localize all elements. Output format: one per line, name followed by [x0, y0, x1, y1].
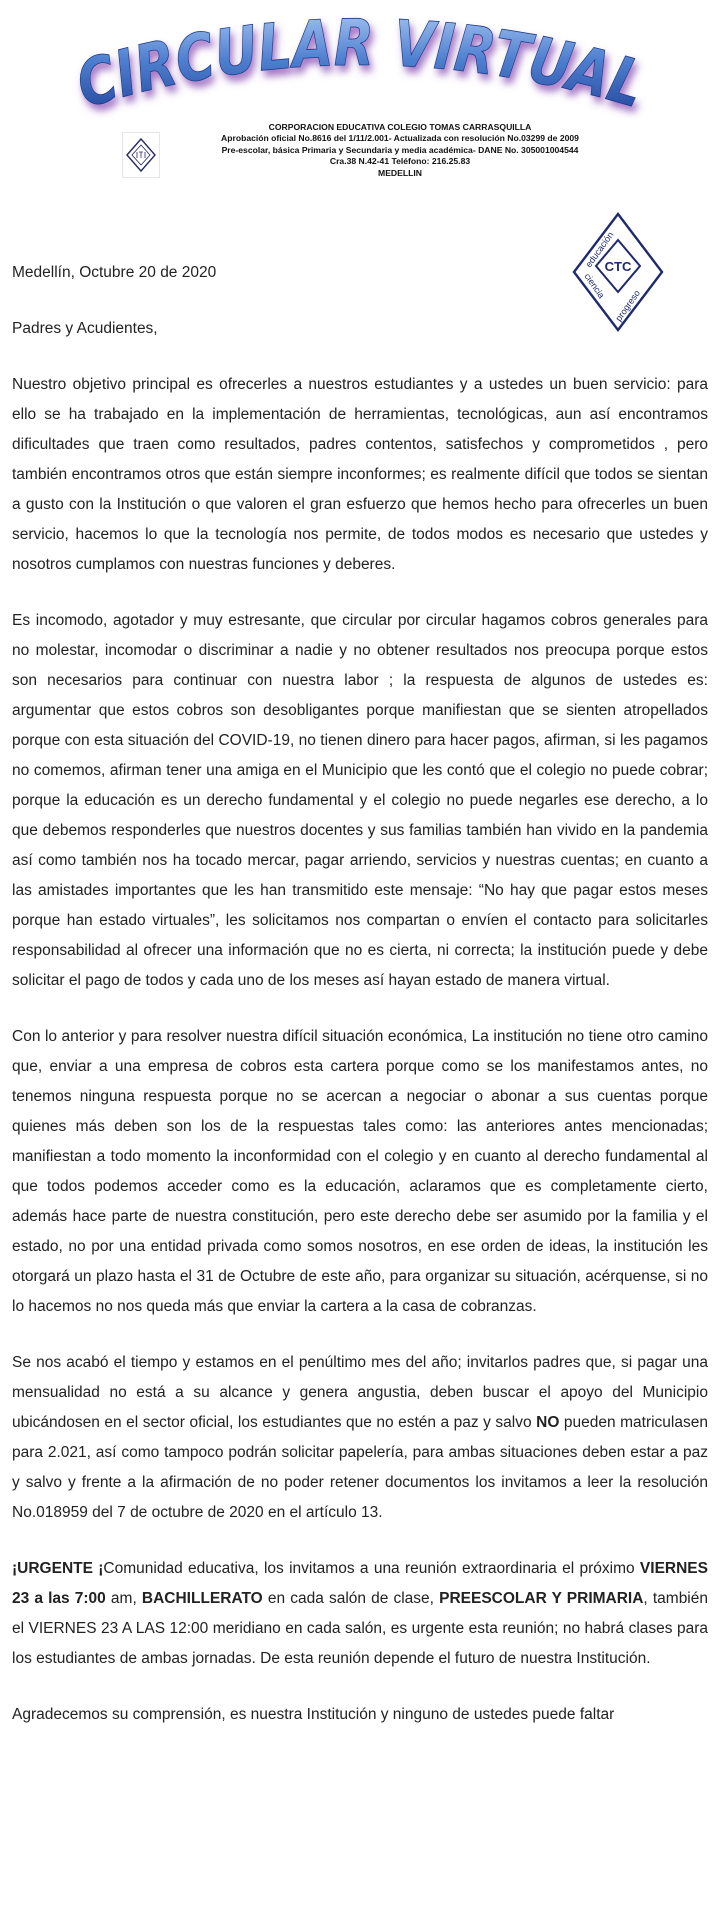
p4-text-c: pueden matriculasen para 2.021, así como tampoco podrán solicitar papelería, para ambas situaciones deben estar a paz y salvo y frente a la afirmación de no poder retener documentos los invitamos a leer la resolución No.018959 del 7 de octubre de 2020 en el artículo 13.: [12, 1414, 708, 1521]
city-line: MEDELLIN: [378, 167, 422, 178]
paragraph-4: [12, 1348, 708, 1528]
urgent-date-time: VIERNES 23 a las 7:00: [12, 1560, 708, 1607]
urgent-bachillerato: BACHILLERATO: [141, 1590, 263, 1607]
letter-closing: Agradecemos su comprensión, es nuestra Institución y ninguno de ustedes puede faltar: [12, 1706, 615, 1723]
urgent-text-2: am,: [105, 1590, 142, 1607]
approval-line: Aprobación oficial No.8616 del 1/11/2.001- Actualizada con resolución No.03299 de 2009: [221, 133, 579, 144]
urgent-preescolar-primaria: PREESCOLAR Y PRIMARIA: [439, 1590, 644, 1607]
school-logo-small: [122, 132, 160, 178]
letter-date: Medellín, Octubre 20 de 2020: [12, 264, 217, 281]
urgent-text-1: Comunidad educativa, los invitamos a una reunión extraordinaria el próximo: [103, 1560, 640, 1577]
logo-ciencia: ciencia: [582, 271, 607, 301]
urgent-text-3: en cada salón de clase,: [262, 1590, 440, 1607]
logo-ctc: CTC: [604, 259, 632, 274]
letterhead: [180, 122, 620, 179]
urgent-label: ¡URGENTE ¡: [12, 1560, 104, 1577]
urgent-text-4: , también el VIERNES 23 A LAS 12:00 meridiano en cada salón, es urgente esta reunión; no habrá clases para los estudiantes de ambas jornadas. De esta reunión depende el futuro de nuestra Institución.: [12, 1590, 708, 1667]
address-line: Cra.38 N.42-41 Teléfono: 216.25.83: [329, 156, 471, 167]
logo-educacion: educación: [583, 229, 616, 270]
paragraph-1: Nuestro objetivo principal es ofrecerles a nuestros estudiantes y a ustedes un buen servicio: para ello se ha trabajado en la implementación de herramientas, tecnológicas, aun así encontramos dificultades que traen como resultados, padres contentos, satisfechos y comprometidos , pero también encontramos otros que están siempre inconformes; es realmente difícil que todos se sientan a gusto con la Institución o que valoren el gran esfuerzo que hemos hecho para ofrecerles un buen servicio, hacemos lo que la tecnología nos permite, de todos modos es necesario que ustedes y nosotros cumplamos con nuestras funciones y deberes.: [12, 376, 708, 573]
circular-virtual-title: [60, 0, 670, 125]
letter-body: [12, 258, 708, 1756]
paragraph-2: Es incomodo, agotador y muy estresante, que circular por circular hagamos cobros generales para no molestar, incomodar o discriminar a nadie y no obtener resultados nos preocupa porque estos son necesarios para continuar con nuestra labor ; la respuesta de algunos de ustedes es: argumentar que estos cobros son desobligantes porque manifiestan que se sienten atropellados porque con esta situación del COVID-19, no tienen dinero para hacer pagos, afirman, si les pagamos no comemos, afirman tener una amiga en el Municipio que les contó que el colegio no puede cobrar; porque la educación es un derecho fundamental y el colegio no puede negarles ese derecho, a lo que debemos responderles que nuestros docentes y sus familias también han vivido en la pandemia así como también nos ha tocado mercar, pagar arriendo, servicios y nuestras cuentas; en cuanto a las amistades importantes que les han transmitido este mensaje: “No hay que pagar estos meses porque han estado virtuales”, les solicitamos nos compartan o envíen el contacto para solicitarles responsabilidad al ofrecer una información que no es cierta, ni correcta; la institución puede y debe solicitar el pago de todos y cada uno de los meses así hayan estado de manera virtual.: [12, 612, 708, 989]
svg-text:CIRCULAR VIRTUAL: [68, 6, 660, 125]
p4-bold-no: NO: [536, 1414, 560, 1431]
levels-line: Pre-escolar, básica Primaria y Secundaria y media académica- DANE No. 305001004544: [221, 144, 579, 155]
paragraph-urgent: [12, 1554, 708, 1674]
logo-progreso: progreso: [613, 288, 642, 324]
letter-salutation: Padres y Acudientes,: [12, 320, 158, 337]
institution-name: CORPORACION EDUCATIVA COLEGIO TOMAS CARRASQUILLA: [268, 122, 532, 132]
title-text: CIRCULAR VIRTUAL: [68, 6, 660, 125]
p4-text-a: Se nos acabó el tiempo y estamos en el penúltimo mes del año; invitarlos padres que, si pagar una mensualidad no está a su alcance y genera angustia, deben buscar el apoyo del Municipio ubicándosen en el sector oficial, los estudiantes que no estén a paz y salvo: [12, 1354, 708, 1431]
paragraph-3: Con lo anterior y para resolver nuestra difícil situación económica, La institución no tiene otro camino que, enviar a una empresa de cobros esta cartera porque como se los manifestamos antes, no tenemos ninguna respuesta porque no se acercan a negociar o abonar a sus cuentas porque quienes más deben son los de la respuestas tales como: las anteriores antes mencionadas; manifiestan a todo momento la inconformidad con el colegio y en cuanto al derecho fundamental al que todos podemos acceder como es la educación, aclaramos que es completamente cierto, además hace parte de nuestra constitución, pero este derecho debe ser asumido por la familia y el estado, no por una entidad privada como somos nosotros, en ese orden de ideas, la institución les otorgará un plazo hasta el 31 de Octubre de este año, para organizar su situación, acérquense, si no lo hacemos no nos queda más que enviar la cartera a la casa de cobranzas.: [12, 1028, 708, 1315]
